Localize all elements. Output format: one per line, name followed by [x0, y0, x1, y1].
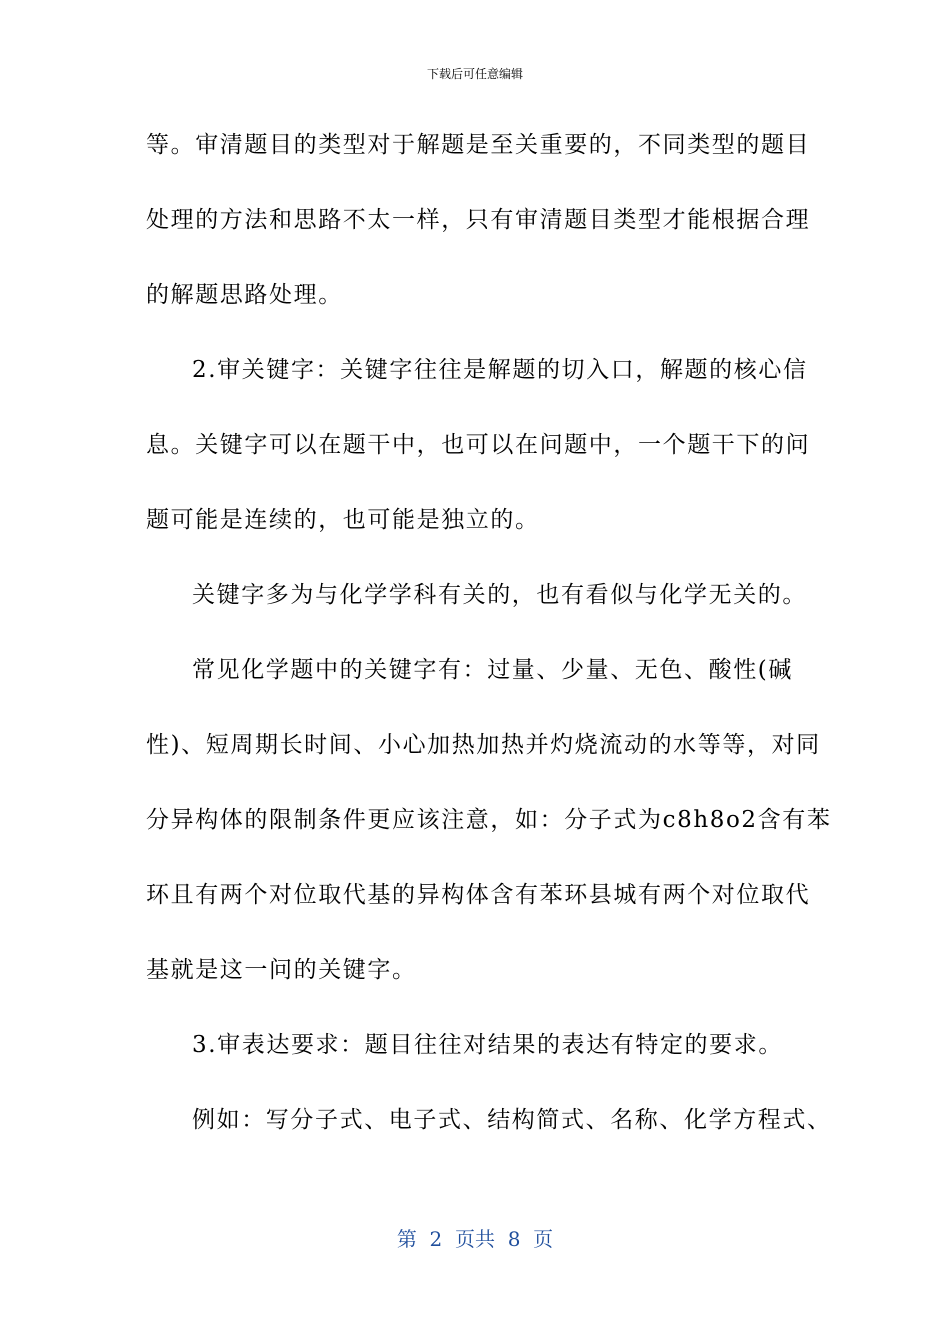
- text-line-1: 等。审清题目的类型对于解题是至关重要的，不同类型的题目: [146, 132, 811, 158]
- text-line-3: 的解题思路处理。: [146, 282, 343, 308]
- text-line-2: 处理的方法和思路不太一样，只有审清题目类型才能根据合理: [146, 207, 811, 233]
- text-line-4: 2.审关键字：关键字往往是解题的切入口，解题的核心信: [192, 357, 808, 383]
- text-line-11: 环且有两个对位取代基的异构体含有苯环县城有两个对位取代: [146, 882, 811, 908]
- text-line-12: 基就是这一问的关键字。: [146, 957, 417, 983]
- text-line-9: 性)、短周期长时间、小心加热加热并灼烧流动的水等等，对同: [146, 732, 821, 758]
- page-header: 下载后可任意编辑: [426, 67, 523, 81]
- text-line-7: 关键字多为与化学学科有关的，也有看似与化学无关的。: [192, 582, 807, 608]
- text-line-10: 分异构体的限制条件更应该注意，如：分子式为c8h8o2含有苯: [146, 807, 832, 833]
- text-line-14: 例如：写分子式、电子式、结构简式、名称、化学方程式、: [192, 1107, 832, 1133]
- text-line-13: 3.审表达要求：题目往往对结果的表达有特定的要求。: [192, 1032, 783, 1058]
- text-line-8: 常见化学题中的关键字有：过量、少量、无色、酸性(碱: [192, 657, 793, 683]
- text-line-6: 题可能是连续的，也可能是独立的。: [146, 507, 540, 533]
- page-footer: 第 2 页共 8 页: [396, 1227, 554, 1251]
- text-line-5: 息。关键字可以在题干中，也可以在问题中，一个题干下的问: [146, 432, 811, 458]
